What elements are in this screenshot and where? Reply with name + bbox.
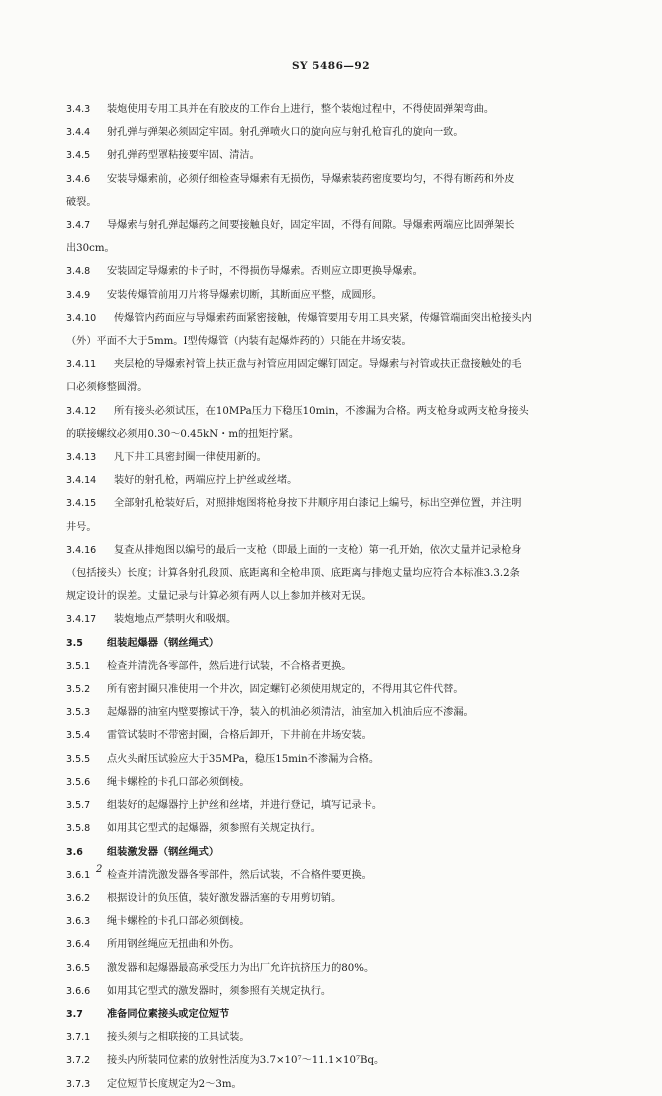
clause-line bbox=[66, 748, 596, 771]
clause-line bbox=[66, 446, 596, 469]
section-heading bbox=[66, 632, 596, 655]
clause-continuation bbox=[66, 585, 596, 608]
clause-text: 所有密封圈只准使用一个井次，固定螺钉必须使用规定的，不得用其它件代替。 bbox=[107, 684, 464, 696]
clause-text: 井号。 bbox=[66, 521, 97, 533]
clause-number: 3.4.6 bbox=[66, 173, 91, 185]
clause-continuation bbox=[66, 330, 596, 353]
clause-number: 3.6.2 bbox=[66, 892, 91, 904]
clause-number: 3.6.6 bbox=[66, 985, 91, 997]
clause-text: 破裂。 bbox=[66, 196, 97, 208]
clause-text: 接头内所装同位素的放射性活度为3.7×10⁷～11.1×10⁷Bq。 bbox=[107, 1055, 385, 1067]
clause-text: 所有接头必须试压，在10MPa压力下稳压10min，不渗漏为合格。两支枪身或两支枪身接头 bbox=[114, 405, 529, 417]
clause-number: 3.7.2 bbox=[66, 1055, 91, 1067]
clause-number: 3.7.3 bbox=[66, 1078, 91, 1090]
clause-text: 安装固定导爆索的卡子时，不得损伤导爆索。否则应立即更换导爆索。 bbox=[107, 266, 423, 278]
clause-line bbox=[66, 353, 596, 376]
clause-number: 3.4.8 bbox=[66, 266, 91, 278]
clause-line bbox=[66, 794, 596, 817]
clause-continuation bbox=[66, 562, 596, 585]
clause-text: 点火头耐压试验应大于35MPa，稳压15min不渗漏为合格。 bbox=[107, 753, 380, 765]
clause-text: 雷管试装时不带密封圈，合格后卸开，下井前在井场安装。 bbox=[107, 730, 372, 742]
clause-text: 如用其它型式的激发器时，须参照有关规定执行。 bbox=[107, 985, 332, 997]
clause-text: 准备同位素接头或定位短节 bbox=[107, 1007, 230, 1020]
document-body bbox=[66, 98, 596, 1096]
clause-number: 3.5.6 bbox=[66, 776, 91, 788]
clause-text: 装炮使用专用工具并在有胶皮的工作台上进行，整个装炮过程中，不得使固弹架弯曲。 bbox=[107, 104, 495, 115]
clause-number: 3.6.1 bbox=[66, 869, 91, 881]
clause-text: 起爆器的油室内壁要擦试干净，装入的机油必须清洁，油室加入机油后应不渗漏。 bbox=[107, 707, 474, 719]
clause-text: （包括接头）长度；计算各射孔段顶、底距离和全枪串顶、底距离与排炮丈量均应符合本标准3.3.2条 bbox=[66, 568, 520, 580]
clause-text: 全部射孔枪装好后，对照排炮图将枪身按下井顺序用白漆记上编号，标出空弹位置，并注明 bbox=[114, 498, 522, 510]
clause-line bbox=[66, 957, 596, 980]
clause-text: 绳卡螺栓的卡孔口部必须倒棱。 bbox=[107, 776, 250, 788]
clause-text: 组装好的起爆器拧上护丝和丝堵，并进行登记，填写记录卡。 bbox=[107, 800, 383, 812]
clause-continuation bbox=[66, 423, 596, 446]
clause-number: 3.4.10 bbox=[66, 312, 97, 324]
clause-text: 所用钢丝绳应无扭曲和外伤。 bbox=[107, 939, 240, 951]
clause-text: 口必须修整圆滑。 bbox=[66, 382, 148, 394]
clause-text: 的联接螺纹必须用0.30～0.45kN・m的扭矩拧紧。 bbox=[66, 428, 300, 440]
clause-text: 装好的射孔枪，两端应拧上护丝或丝堵。 bbox=[114, 475, 298, 487]
clause-number: 3.4.12 bbox=[66, 405, 97, 417]
clause-number: 3.4.9 bbox=[66, 289, 91, 301]
clause-number: 3.7.1 bbox=[66, 1032, 91, 1044]
clause-line bbox=[66, 724, 596, 747]
clause-number: 3.5.2 bbox=[66, 684, 91, 696]
clause-line bbox=[66, 121, 596, 144]
clause-text: 凡下井工具密封圈一律使用新的。 bbox=[114, 452, 267, 464]
clause-number: 3.4.5 bbox=[66, 150, 91, 162]
clause-line bbox=[66, 980, 596, 1003]
section-heading bbox=[66, 841, 596, 864]
clause-number: 3.7 bbox=[66, 1008, 83, 1020]
clause-line bbox=[66, 678, 596, 701]
clause-line bbox=[66, 608, 596, 631]
clause-text: （外）平面不大于5mm。Ⅰ型传爆管（内装有起爆炸药的）只能在井场安装。 bbox=[66, 336, 412, 348]
section-heading bbox=[66, 1003, 596, 1026]
clause-number: 3.5.4 bbox=[66, 730, 91, 742]
clause-text: 组装起爆器（钢丝绳式） bbox=[107, 636, 220, 649]
clause-line bbox=[66, 492, 596, 515]
clause-number: 3.5.3 bbox=[66, 707, 91, 719]
clause-line bbox=[66, 864, 596, 887]
clause-line bbox=[66, 933, 596, 956]
clause-number: 3.6.4 bbox=[66, 939, 91, 951]
clause-number: 3.5 bbox=[66, 637, 83, 649]
clause-text: 装炮地点严禁明火和吸烟。 bbox=[114, 614, 237, 626]
clause-text: 检查并清洗激发器各零部件，然后试装，不合格件要更换。 bbox=[107, 869, 372, 881]
clause-text: 复查从排炮图以编号的最后一支枪（即最上面的一支枪）第一孔开始，依次丈量并记录枪身 bbox=[114, 544, 522, 556]
clause-number: 3.6 bbox=[66, 846, 83, 858]
page-number: 2 bbox=[96, 864, 103, 875]
clause-text: 夹层枪的导爆索衬管上扶正盘与衬管应用固定螺钉固定。导爆索与衬管或扶正盘接触处的毛 bbox=[114, 359, 522, 371]
clause-line bbox=[66, 284, 596, 307]
clause-number: 3.6.3 bbox=[66, 916, 91, 928]
clause-text: 导爆索与射孔弹起爆药之间要接触良好，固定牢固，不得有间隙。导爆索两端应比固弹架长 bbox=[107, 220, 515, 232]
clause-text: 安装导爆索前，必须仔细检查导爆索有无损伤，导爆索装药密度要均匀，不得有断药和外皮 bbox=[107, 173, 515, 185]
clause-text: 射孔弹药型罩粘接要牢固、清洁。 bbox=[107, 150, 260, 162]
clause-text: 规定设计的误差。丈量记录与计算必须有两人以上参加并核对无误。 bbox=[66, 591, 372, 603]
clause-text: 接头须与之相联接的工具试装。 bbox=[107, 1032, 250, 1044]
clause-number: 3.4.7 bbox=[66, 220, 91, 232]
clause-text: 射孔弹与弹架必须固定牢固。射孔弹喷火口的旋向应与射孔枪盲孔的旋向一致。 bbox=[107, 127, 464, 139]
clause-line bbox=[66, 144, 596, 167]
clause-number: 3.6.5 bbox=[66, 962, 91, 974]
clause-line bbox=[66, 400, 596, 423]
clause-line bbox=[66, 539, 596, 562]
clause-text: 组装激发器（钢丝绳式） bbox=[107, 845, 220, 858]
clause-text: 检查并清洗各零部件，然后进行试装，不合格者更换。 bbox=[107, 660, 352, 672]
clause-number: 3.4.11 bbox=[66, 359, 97, 371]
clause-text: 出30cm。 bbox=[66, 243, 115, 255]
clause-number: 3.4.13 bbox=[66, 452, 97, 464]
clause-line bbox=[66, 1073, 596, 1096]
clause-number: 3.5.5 bbox=[66, 753, 91, 765]
clause-number: 3.5.1 bbox=[66, 660, 91, 672]
clause-number: 3.4.17 bbox=[66, 614, 97, 626]
clause-number: 3.4.15 bbox=[66, 498, 97, 510]
clause-line bbox=[66, 260, 596, 283]
clause-text: 激发器和起爆器最高承受压力为出厂允许抗挤压力的80%。 bbox=[107, 962, 375, 974]
clause-line bbox=[66, 98, 596, 121]
clause-text: 绳卡螺栓的卡孔口部必须倒棱。 bbox=[107, 916, 250, 928]
clause-text: 定位短节长度规定为2～3m。 bbox=[107, 1078, 242, 1090]
clause-line bbox=[66, 771, 596, 794]
clause-continuation bbox=[66, 516, 596, 539]
clause-line bbox=[66, 469, 596, 492]
clause-line bbox=[66, 307, 596, 330]
clause-line bbox=[66, 1049, 596, 1072]
clause-line bbox=[66, 214, 596, 237]
clause-number: 3.4.16 bbox=[66, 544, 97, 556]
clause-text: 如用其它型式的起爆器，须参照有关规定执行。 bbox=[107, 823, 321, 835]
clause-number: 3.5.7 bbox=[66, 800, 91, 812]
clause-line bbox=[66, 1026, 596, 1049]
clause-line bbox=[66, 887, 596, 910]
page-header: SY 5486—92 bbox=[291, 60, 371, 72]
clause-line bbox=[66, 817, 596, 840]
clause-line bbox=[66, 168, 596, 191]
clause-number: 3.4.14 bbox=[66, 475, 97, 487]
clause-continuation bbox=[66, 237, 596, 260]
clause-number: 3.4.3 bbox=[66, 104, 91, 115]
clause-text: 根据设计的负压值，装好激发器活塞的专用剪切销。 bbox=[107, 892, 342, 904]
clause-line bbox=[66, 655, 596, 678]
clause-text: 安装传爆管前用刀片将导爆索切断，其断面应平整，成圆形。 bbox=[107, 289, 383, 301]
clause-line bbox=[66, 910, 596, 933]
clause-number: 3.4.4 bbox=[66, 127, 91, 139]
clause-continuation bbox=[66, 376, 596, 399]
clause-number: 3.5.8 bbox=[66, 823, 91, 835]
clause-text: 传爆管内药面应与导爆索药面紧密接触，传爆管要用专用工具夹紧，传爆管端面突出枪接头内 bbox=[114, 312, 532, 324]
clause-line bbox=[66, 701, 596, 724]
clause-continuation bbox=[66, 191, 596, 214]
